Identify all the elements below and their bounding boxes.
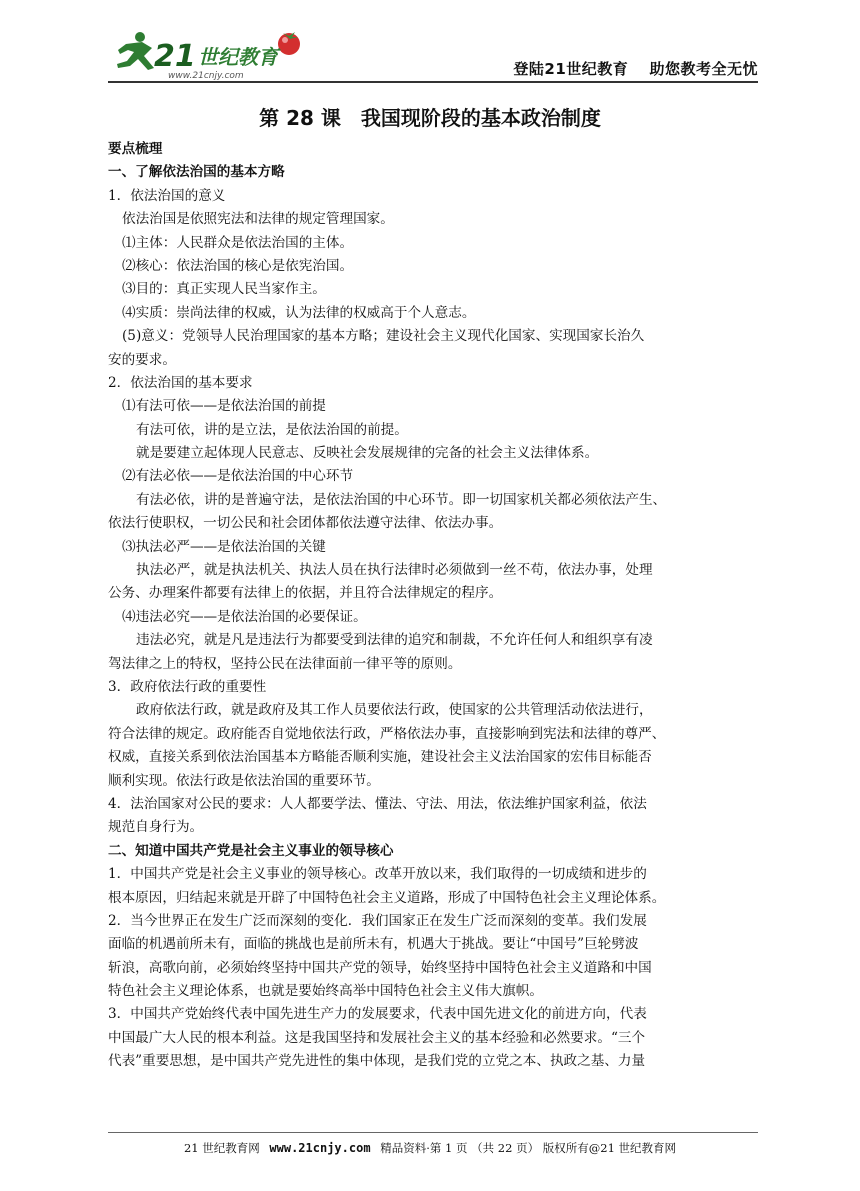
text-line: ⑵核心：依法治国的核心是依宪治国。 xyxy=(122,257,354,274)
page-title: 第 28 课 我国现阶段的基本政治制度 xyxy=(259,106,601,130)
page-footer xyxy=(0,1140,860,1156)
text-line: 面临的机遇前所未有，面临的挑战也是前所未有，机遇大于挑战。要让“中国号”巨轮劈波 xyxy=(108,936,639,953)
text-line: 就是要建立起体现人民意志、反映社会发展规律的完备的社会主义法律体系。 xyxy=(136,445,599,462)
text-line: 根本原因，归结起来就是开辟了中国特色社会主义道路，形成了中国特色社会主义理论体系。 xyxy=(108,889,666,906)
footer-site-name: 21 世纪教育网 xyxy=(183,1141,260,1155)
text-line: ⑷违法必究——是依法治国的必要保证。 xyxy=(122,608,367,625)
footer-divider xyxy=(108,1132,758,1133)
text-line: 权威，直接关系到依法治国基本方略能否顺利实施，建设社会主义法治国家的宏伟目标能否 xyxy=(108,749,652,766)
text-line: 有法可依，讲的是立法，是依法治国的前提。 xyxy=(136,421,408,438)
logo-subtext: www.21cnjy.com xyxy=(168,71,244,81)
text-line: (5)意义：党领导人民治理国家的基本方略；建设社会主义现代化国家、实现国家长治久 xyxy=(122,328,645,345)
text-line: ⑷实质：崇尚法律的权威，认为法律的权威高于个人意志。 xyxy=(122,304,476,321)
text-line: 规范自身行为。 xyxy=(108,819,204,836)
text-line: 斩浪，高歌向前，必须始终坚持中国共产党的领导，始终坚持中国特色社会主义道路和中国 xyxy=(108,959,652,976)
footer-url[interactable]: www.21cnjy.com xyxy=(269,1141,371,1155)
section-heading: 要点梳理 xyxy=(108,141,163,157)
text-line: ⑶目的：真正实现人民当家作主。 xyxy=(122,281,326,298)
text-line: 依法行使职权，一切公民和社会团体都依法遵守法律、依法办事。 xyxy=(108,515,503,532)
section-heading: 一、了解依法治国的基本方略 xyxy=(108,164,285,181)
text-line: 符合法律的规定。政府能否自觉地依法行政，严格依法办事，直接影响到宪法和法律的尊严、 xyxy=(108,725,666,742)
text-line: 执法必严，就是执法机关、执法人员在执行法律时必须做到一丝不苟，依法办事，处理 xyxy=(136,562,653,579)
text-line: ⑵有法必依——是依法治国的中心环节 xyxy=(122,468,354,485)
footer-page-info: 精品资料·第 1 页 （共 22 页） 版权所有@21 世纪教育网 xyxy=(380,1141,677,1155)
text-line: 安的要求。 xyxy=(108,351,176,368)
text-line: 1．依法治国的意义 xyxy=(108,187,226,204)
tomato-icon xyxy=(278,32,300,55)
section-heading: 二、知道中国共产党是社会主义事业的领导核心 xyxy=(108,842,394,859)
page-header xyxy=(108,28,758,86)
text-line: 驾法律之上的特权，坚持公民在法律面前一律平等的原则。 xyxy=(108,655,462,672)
text-line: 2．当今世界正在发生广泛而深刻的变化．我们国家正在发生广泛而深刻的变革。我们发展 xyxy=(108,912,647,929)
text-line: 违法必究，就是凡是违法行为都要受到法律的追究和制裁，不允许任何人和组织享有凌 xyxy=(136,632,653,649)
header-slogan: 登陆21世纪教育 助您教考全无忧 xyxy=(513,60,758,78)
text-line: 中国最广大人民的根本利益。这是我国坚持和发展社会主义的基本经验和必然要求。“三个 xyxy=(108,1029,646,1046)
text-line: ⑴有法可依——是依法治国的前提 xyxy=(122,398,326,415)
text-line: 代表”重要思想，是中国共产党先进性的集中体现，是我们党的立党之本、执政之基、力量 xyxy=(108,1053,646,1070)
svg-text:21: 21 xyxy=(154,39,196,74)
text-line: 特色社会主义理论体系，也就是要始终高举中国特色社会主义伟大旗帜。 xyxy=(108,983,543,1000)
logo-text: 世纪教育 xyxy=(198,45,278,69)
text-line: ⑴主体：人民群众是依法治国的主体。 xyxy=(122,234,354,251)
text-line: 依法治国是依照宪法和法律的规定管理国家。 xyxy=(122,211,394,228)
text-line: 3．中国共产党始终代表中国先进生产力的发展要求，代表中国先进文化的前进方向，代表 xyxy=(108,1006,647,1023)
text-line: 政府依法行政，就是政府及其工作人员要依法行政，使国家的公共管理活动依法进行， xyxy=(136,702,653,719)
site-logo xyxy=(108,28,308,82)
document-body xyxy=(108,138,758,1074)
text-line: 4．法治国家对公民的要求：人人都要学法、懂法、守法、用法，依法维护国家利益，依法 xyxy=(108,795,647,812)
text-line: 公务、办理案件都要有法律上的依据，并且符合法律规定的程序。 xyxy=(108,585,503,602)
text-line: 1．中国共产党是社会主义事业的领导核心。改革开放以来，我们取得的一切成绩和进步的 xyxy=(108,866,647,883)
text-line: 3．政府依法行政的重要性 xyxy=(108,678,267,695)
text-line: 2．依法治国的基本要求 xyxy=(108,374,253,391)
text-line: 有法必依，讲的是普遍守法，是依法治国的中心环节。即一切国家机关都必须依法产生、 xyxy=(136,491,667,508)
header-divider xyxy=(108,81,758,83)
text-line: 顺利实现。依法行政是依法治国的重要环节。 xyxy=(108,772,380,789)
text-line: ⑶执法必严——是依法治国的关键 xyxy=(122,538,326,555)
runner-icon xyxy=(117,32,154,70)
